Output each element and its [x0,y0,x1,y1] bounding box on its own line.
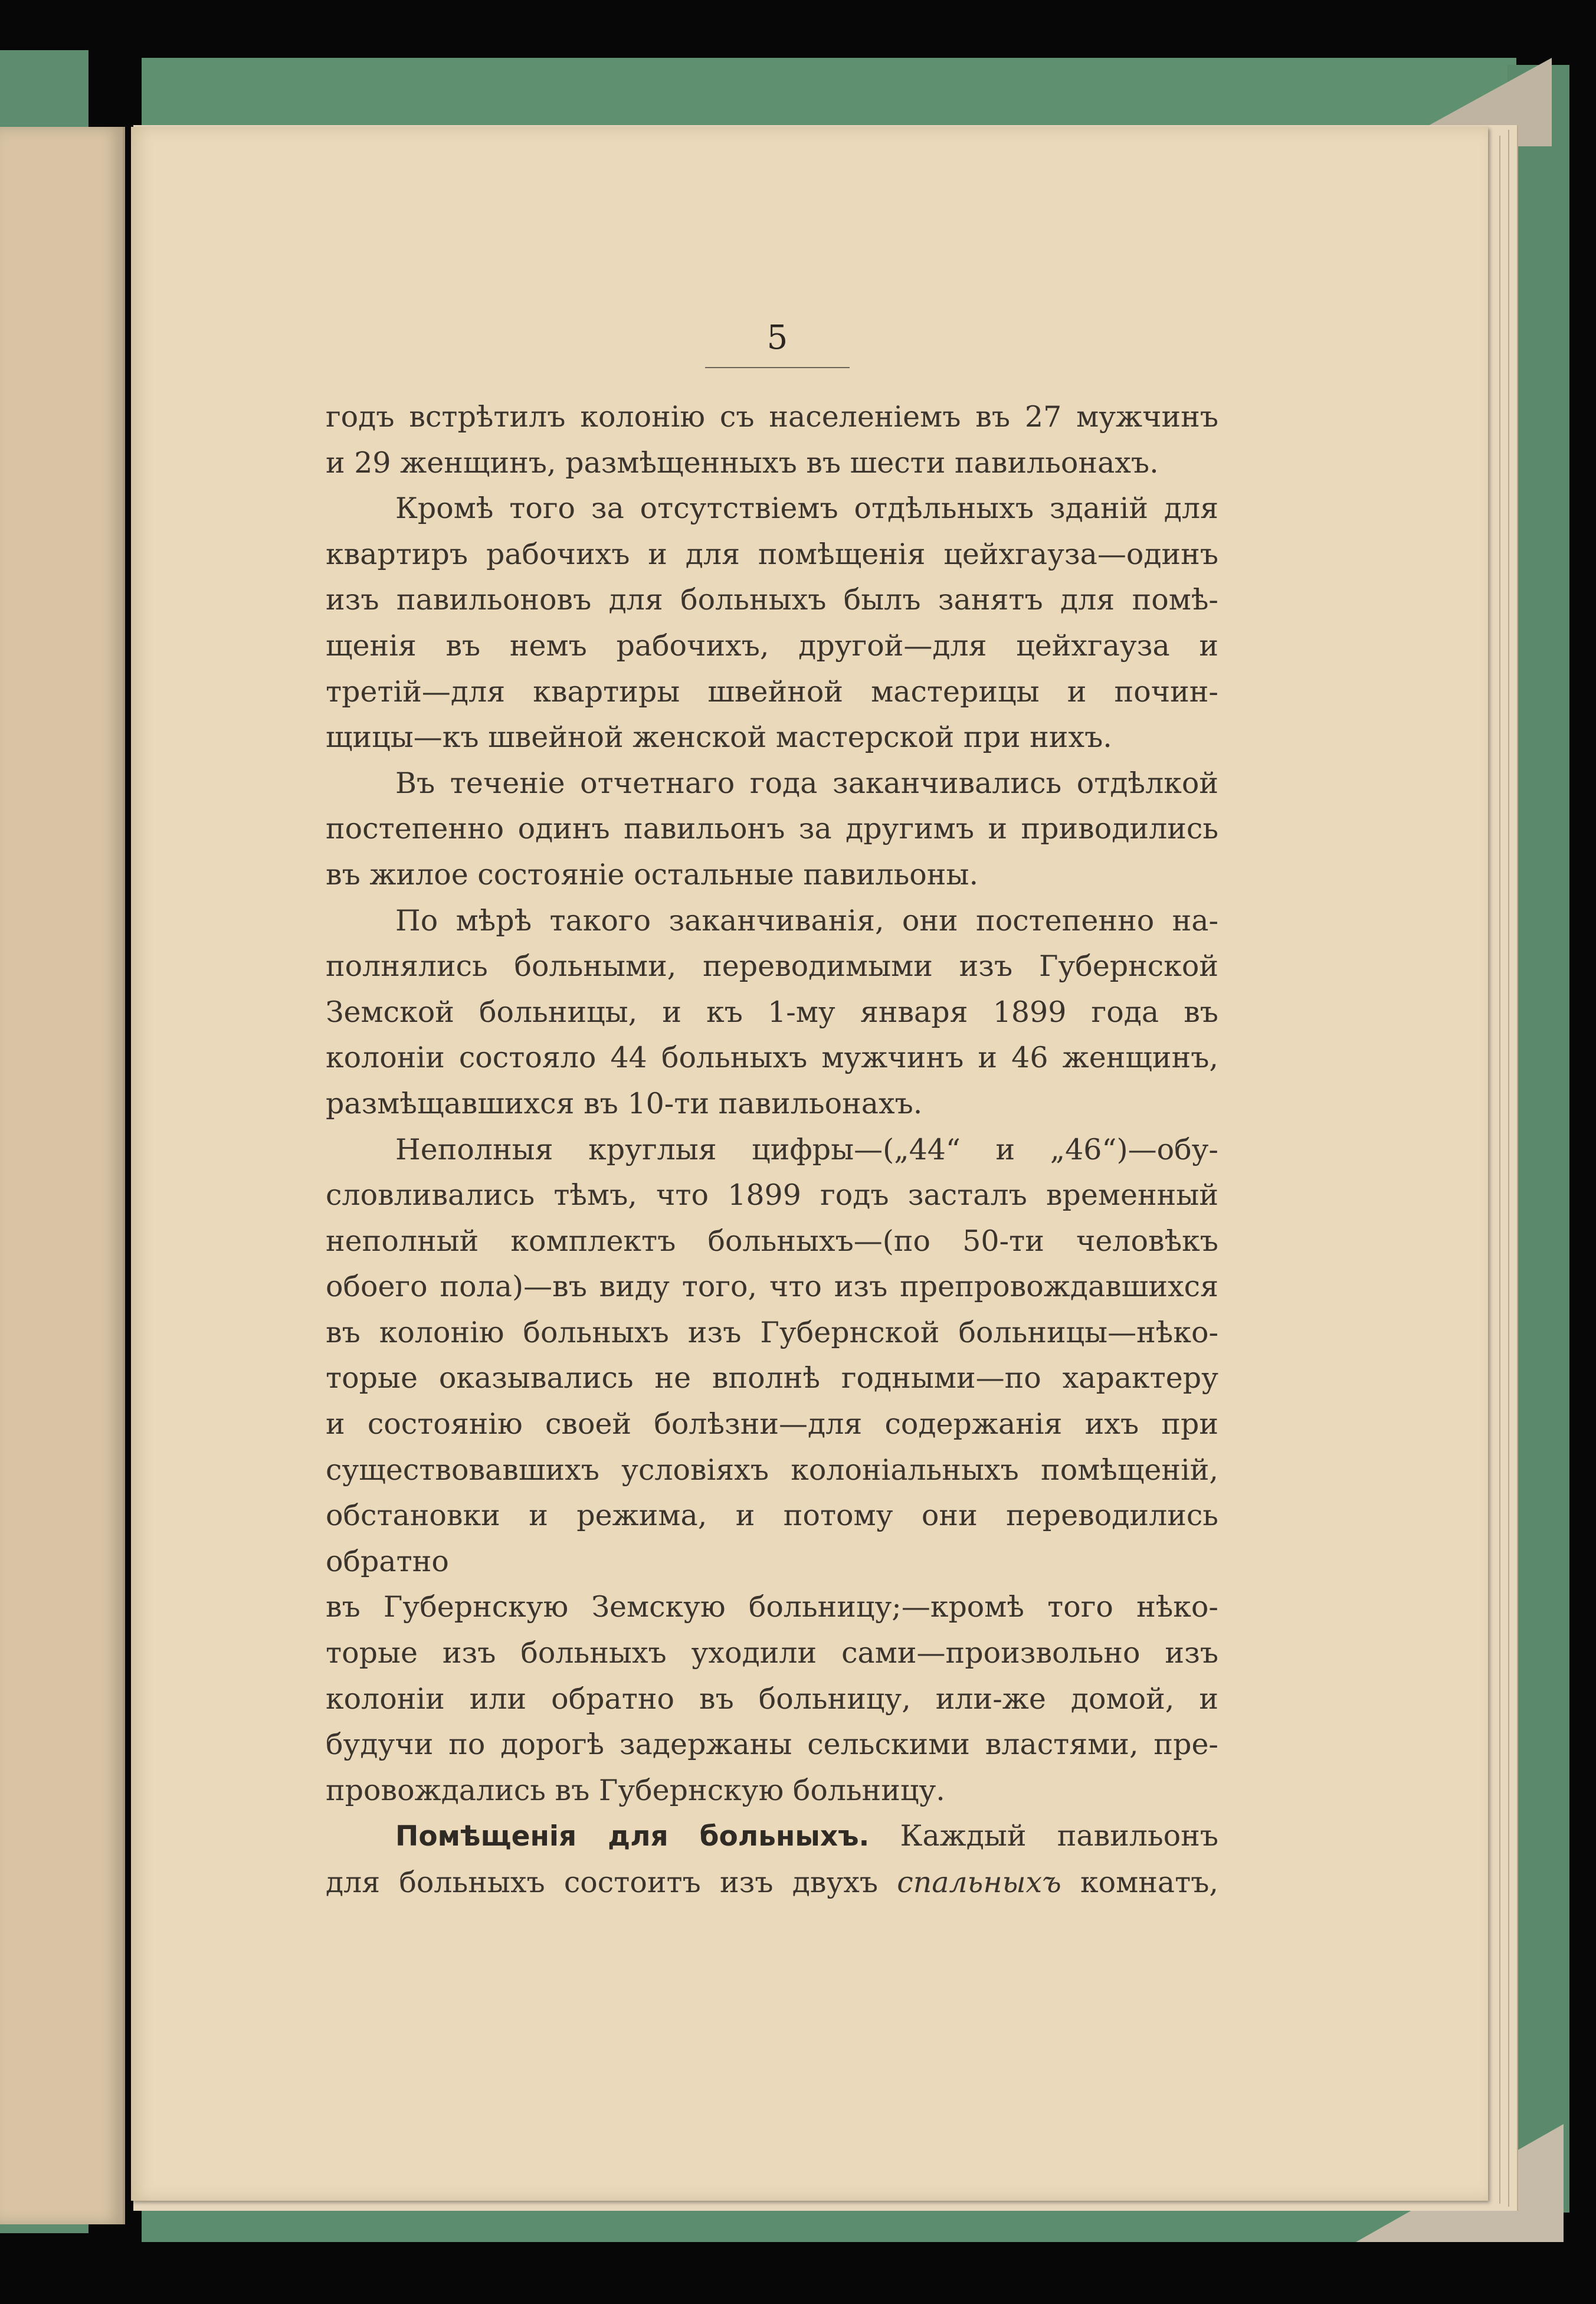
text-line: Въ теченіе отчетнаго года заканчивались отдѣлкой [395,766,1218,800]
text-line: провождались въ Губернскую больницу. [326,1773,945,1807]
text-line: въ колонію больныхъ изъ Губернской больницы—нѣко- [326,1315,1218,1349]
section-first-line [326,1813,1218,1860]
text-line: и 29 женщинъ, размѣщенныхъ въ шести павильонахъ. [326,445,1159,480]
text-line: третій—для квартиры швейной мастерицы и почин- [326,674,1218,709]
text-line: будучи по дорогѣ задержаны сельскими властями, пре- [326,1728,1218,1762]
text-line: полнялись больными, переводимыми изъ Губернской [326,949,1218,984]
section-heading: Помѣщенія для больныхъ. [395,1820,870,1853]
section-line-text: для больныхъ состоитъ изъ двухъ [326,1866,897,1899]
text-line: въ Губернскую Земскую больницу;—кромѣ того нѣко- [326,1590,1218,1624]
text-line: изъ павильоновъ для больныхъ былъ занятъ для помѣ- [326,583,1218,617]
page-number-rule [705,367,850,368]
section-second-line [326,1860,1218,1906]
left-page-edge [0,127,125,2224]
text-line: квартиръ рабочихъ и для помѣщенія цейхгауза—одинъ [326,537,1218,571]
section-line-text: комнатъ, [1061,1866,1218,1899]
text-line: Неполныя круглыя цифры—(„44“ и „46“)—обу- [395,1132,1218,1166]
text-line: годъ встрѣтилъ колонію съ населеніемъ въ 27 мужчинъ [326,400,1218,434]
text-line: въ жилое состояніе остальные павильоны. [326,857,979,892]
text-line: обстановки и режима, и потому они переводились обратно [326,1499,1218,1578]
text-line: неполный комплектъ больныхъ—(по 50-ти человѣкъ [326,1224,1218,1258]
text-line: колоніи или обратно въ больницу, или-же домой, и [326,1682,1218,1716]
text-line: и состоянію своей болѣзни—для содержанія ихъ при [326,1407,1218,1441]
text-line: По мѣрѣ такого заканчиванія, они постепенно на- [395,903,1218,938]
text-line: колоніи состояло 44 больныхъ мужчинъ и 46 женщинъ, [326,1041,1218,1075]
section-line-text: Каждый павильонъ [869,1819,1218,1853]
book-cover-top [142,58,1516,135]
text-line: щицы—къ швейной женской мастерской при нихъ. [326,720,1112,755]
text-line: Кромѣ того за отсутствіемъ отдѣльныхъ зданій для [395,491,1218,526]
text-line: щенія въ немъ рабочихъ, другой—для цейхгауза и [326,628,1218,663]
page-number: 5 [766,319,788,357]
text-line: размѣщавшихся въ 10-ти павильонахъ. [326,1086,923,1120]
text-line: торые оказывались не вполнѣ годными—по характеру [326,1361,1218,1395]
text-line: существовавшихъ условіяхъ колоніальныхъ помѣщеній, [326,1453,1218,1487]
emphasis-word: спальныхъ [897,1866,1061,1899]
body-text [326,394,1218,1906]
text-line: словливались тѣмъ, что 1899 годъ засталъ временный [326,1178,1218,1212]
text-line: торые изъ больныхъ уходили сами—произвольно изъ [326,1636,1218,1670]
text-line: постепенно одинъ павильонъ за другимъ и приводились [326,812,1218,846]
text-line: Земской больницы, и къ 1-му января 1899 года въ [326,995,1218,1029]
text-line: обоего пола)—въ виду того, что изъ препровождавшихся [326,1270,1218,1304]
